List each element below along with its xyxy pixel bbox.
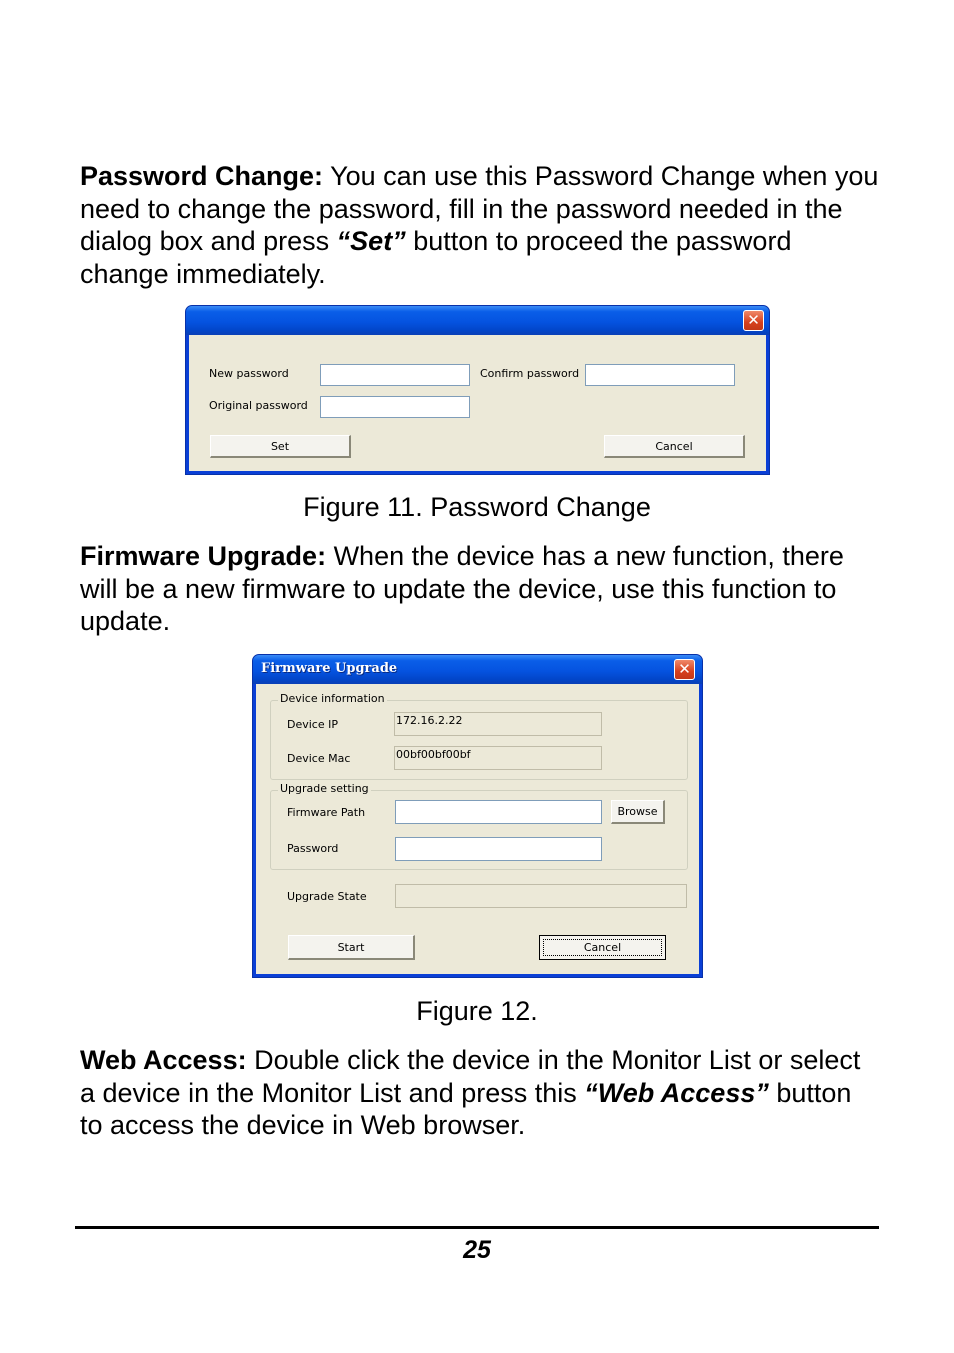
cancel-button-label: Cancel bbox=[583, 941, 622, 954]
password-change-heading: Password Change: bbox=[80, 161, 324, 191]
set-button[interactable]: Set bbox=[210, 435, 351, 458]
original-password-label: Original password bbox=[209, 399, 308, 412]
device-mac-field bbox=[394, 746, 602, 770]
start-button[interactable]: Start bbox=[288, 935, 415, 960]
dialog-title: Firmware Upgrade bbox=[261, 661, 398, 676]
device-mac-value: 00bf00bf00bf bbox=[396, 748, 471, 761]
new-password-label: New password bbox=[209, 367, 289, 380]
firmware-upgrade-text: When the device has a new function, there will be a new firmware to update the device, use this function to update. bbox=[80, 541, 844, 636]
figure-11-caption: Figure 11. Password Change bbox=[303, 492, 651, 522]
upgrade-setting-legend: Upgrade setting bbox=[280, 782, 369, 795]
device-information-legend: Device information bbox=[280, 692, 385, 705]
password-label: Password bbox=[287, 842, 339, 855]
figure-12-caption: Figure 12. bbox=[416, 996, 538, 1026]
original-password-input[interactable] bbox=[320, 396, 470, 418]
dialog-titlebar bbox=[186, 306, 769, 335]
dialog-titlebar bbox=[253, 655, 702, 684]
device-mac-label: Device Mac bbox=[287, 752, 351, 765]
web-access-heading: Web Access: bbox=[80, 1045, 247, 1075]
web-access-emphasis: “Web Access” bbox=[584, 1077, 769, 1108]
close-icon[interactable]: ✕ bbox=[743, 310, 764, 331]
page-number: 25 bbox=[463, 1236, 491, 1264]
browse-button[interactable]: Browse bbox=[611, 800, 665, 824]
device-ip-label: Device IP bbox=[287, 718, 338, 731]
confirm-password-label: Confirm password bbox=[480, 367, 580, 380]
web-access-paragraph bbox=[80, 1044, 880, 1142]
firmware-upgrade-dialog bbox=[252, 654, 703, 978]
close-icon[interactable]: ✕ bbox=[674, 659, 695, 680]
dialog-client-area bbox=[256, 684, 699, 974]
cancel-button[interactable] bbox=[539, 935, 666, 960]
device-ip-field bbox=[394, 712, 602, 736]
cancel-button[interactable]: Cancel bbox=[604, 435, 745, 458]
password-change-text-end: button to proceed the password change immediately. bbox=[80, 226, 792, 289]
footer-rule bbox=[75, 1226, 879, 1229]
web-access-text-end: button to access the device in Web browser. bbox=[80, 1077, 852, 1140]
device-ip-value: 172.16.2.22 bbox=[396, 714, 463, 727]
new-password-input[interactable] bbox=[320, 364, 470, 386]
password-change-text: You can use this Password Change when you need to change the password, fill in the password needed in the dialog box and press bbox=[80, 161, 879, 256]
firmware-upgrade-heading: Firmware Upgrade: bbox=[80, 541, 327, 571]
firmware-upgrade-paragraph bbox=[80, 540, 880, 638]
firmware-path-label: Firmware Path bbox=[287, 806, 366, 819]
password-input[interactable] bbox=[395, 837, 602, 861]
firmware-path-input[interactable] bbox=[395, 800, 602, 824]
password-change-paragraph bbox=[80, 160, 880, 290]
password-change-dialog bbox=[185, 305, 770, 475]
upgrade-state-label: Upgrade State bbox=[287, 890, 367, 903]
upgrade-state-field bbox=[395, 884, 687, 908]
set-emphasis: “Set” bbox=[336, 226, 406, 256]
web-access-text: Double click the device in the Monitor List or select a device in the Monitor List and press this bbox=[80, 1045, 861, 1108]
confirm-password-input[interactable] bbox=[585, 364, 735, 386]
dialog-client-area bbox=[189, 335, 766, 471]
